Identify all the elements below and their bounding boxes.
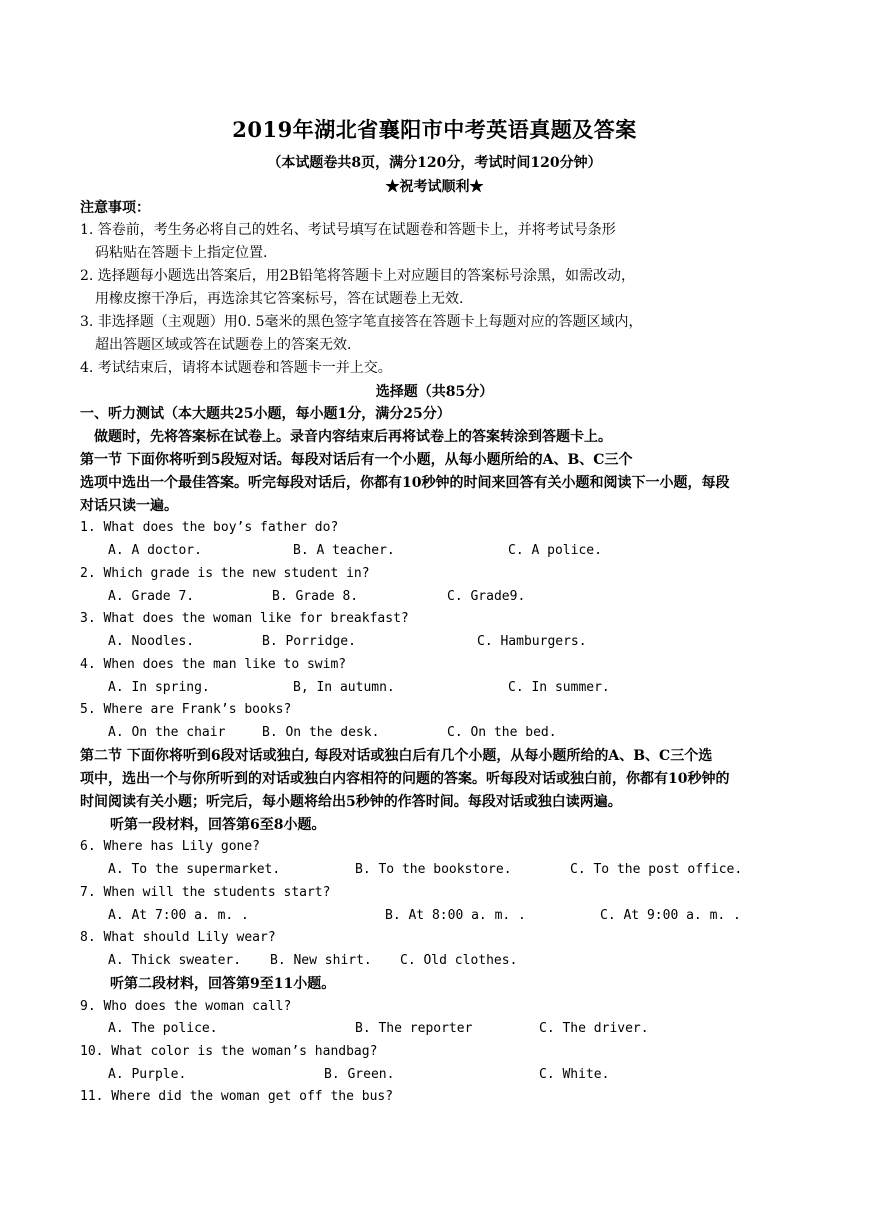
section2-instruction: 时间阅读有关小题；听完后，每小题将给出5秒钟的作答时间。每段对话或独白读两遍。 [80, 794, 622, 810]
section2-instruction: 项中，选出一个与你所听到的对话或独白内容相符的问题的答案。听每段对话或独白前，你都有10秒钟的 [80, 771, 730, 787]
option-c: C. White. [539, 1067, 610, 1082]
notice-item: 1. 答卷前，考生务必将自己的姓名、考试号填写在试题卷和答题卡上，并将考试号条形 [80, 222, 616, 238]
section1-instruction: 选项中选出一个最佳答案。听完每段对话后，你都有10秒钟的时间来回答有关小题和阅读下一小题，每段 [80, 475, 730, 491]
option-b: B. Grade 8. [272, 589, 359, 604]
exam-subtitle: （本试题卷共8页，满分120分，考试时间120分钟） [267, 155, 602, 171]
notice-heading: 注意事项： [80, 200, 150, 216]
question: 6. Where has Lily gone? [80, 839, 261, 854]
option-a: A. Grade 7. [108, 589, 195, 604]
question: 5. Where are Frank’s books? [80, 702, 292, 717]
option-a: A. To the supermarket. [108, 862, 281, 877]
option-c: C. In summer. [508, 680, 610, 695]
section-heading: 选择题（共85分） [375, 384, 494, 400]
part-instruction: 做题时，先将答案标在试卷上。录音内容结束后再将试卷上的答案转涂到答题卡上。 [94, 429, 612, 445]
notice-item: 4. 考试结束后，请将本试题卷和答题卡一并上交。 [80, 360, 392, 376]
question: 1. What does the boy’s father do? [80, 520, 339, 535]
option-c: C. Hamburgers. [477, 634, 587, 649]
section1-instruction: 对话只读一遍。 [80, 498, 178, 514]
question: 2. Which grade is the new student in? [80, 566, 370, 581]
section2-instruction: 第二节 下面你将听到6段对话或独白, 每段对话或独白后有几个小题，从每小题所给的A、B、C三个选 [80, 748, 713, 764]
option-a: A. A doctor. [108, 543, 202, 558]
question: 11. Where did the woman get off the bus? [80, 1089, 394, 1104]
good-luck-line: ★祝考试顺利★ [385, 179, 484, 195]
part-heading: 一、听力测试（本大题共25小题，每小题1分，满分25分） [80, 406, 451, 422]
question: 4. When does the man like to swim? [80, 657, 347, 672]
option-c: C. To the post office. [570, 862, 743, 877]
option-a: A. Purple. [108, 1067, 187, 1082]
material-heading: 听第一段材料，回答第6至8小题。 [110, 817, 326, 833]
option-c: C. A police. [508, 543, 602, 558]
option-b: B. Porridge. [262, 634, 356, 649]
notice-item: 2. 选择题每小题选出答案后，用2B铅笔将答题卡上对应题目的答案标号涂黑，如需改动， [80, 268, 636, 284]
option-c: C. Old clothes. [400, 953, 518, 968]
option-b: B. At 8:00 a. m. . [385, 908, 526, 923]
page-title: 2019年湖北省襄阳市中考英语真题及答案 [232, 117, 637, 142]
option-c: C. Grade9. [447, 589, 526, 604]
question: 10. What color is the woman’s handbag? [80, 1044, 378, 1059]
material-heading: 听第二段材料，回答第9至11小题。 [110, 976, 336, 992]
option-c: C. At 9:00 a. m. . [600, 908, 741, 923]
question: 8. What should Lily wear? [80, 930, 276, 945]
option-b: B. A teacher. [293, 543, 395, 558]
option-c: C. On the bed. [447, 725, 557, 740]
question: 7. When will the students start? [80, 885, 331, 900]
question: 9. Who does the woman call? [80, 999, 292, 1014]
option-a: A. Thick sweater. [108, 953, 242, 968]
option-b: B. To the bookstore. [355, 862, 512, 877]
notice-item: 码粘贴在答题卡上指定位置. [95, 245, 268, 261]
section1-instruction: 第一节 下面你将听到5段短对话。每段对话后有一个小题，从每小题所给的A、B、C三个 [80, 452, 633, 468]
option-a: A. The police. [108, 1021, 218, 1036]
option-b: B. New shirt. [270, 953, 372, 968]
notice-item: 3. 非选择题（主观题）用0. 5毫米的黑色签字笔直接答在答题卡上每题对应的答题区域内， [80, 314, 643, 330]
notice-item: 用橡皮擦干净后，再选涂其它答案标号，答在试题卷上无效. [95, 291, 464, 307]
option-c: C. The driver. [539, 1021, 649, 1036]
option-a: A. On the chair [108, 725, 226, 740]
option-b: B. The reporter [355, 1021, 473, 1036]
notice-item: 超出答题区域或答在试题卷上的答案无效. [95, 337, 352, 353]
question: 3. What does the woman like for breakfast? [80, 611, 409, 626]
option-b: B. Green. [324, 1067, 395, 1082]
option-b: B, In autumn. [293, 680, 395, 695]
option-b: B. On the desk. [262, 725, 380, 740]
option-a: A. At 7:00 a. m. . [108, 908, 249, 923]
option-a: A. Noodles. [108, 634, 195, 649]
option-a: A. In spring. [108, 680, 210, 695]
